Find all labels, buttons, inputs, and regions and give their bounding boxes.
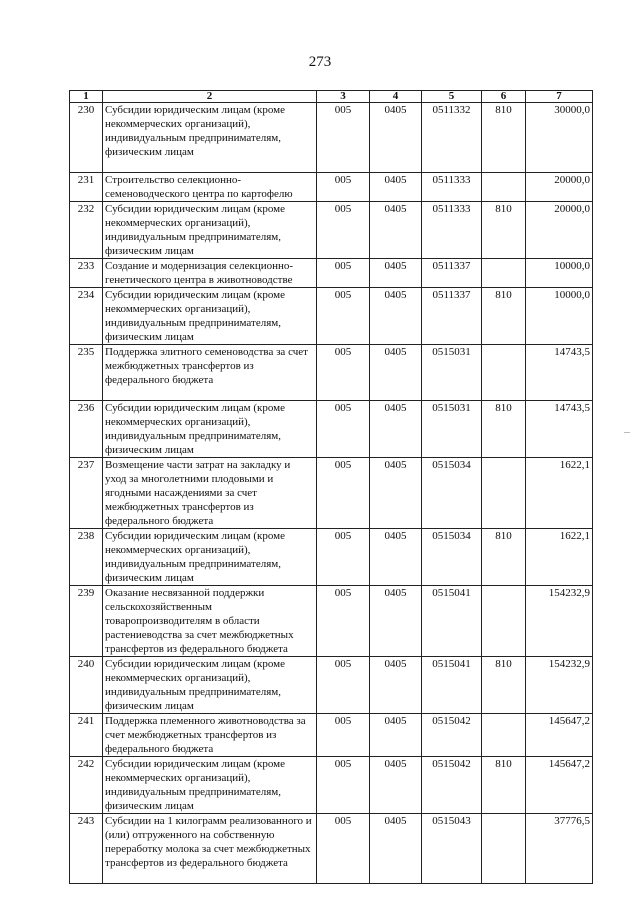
- row-name-cell: Субсидии на 1 килограмм реализованного и (или) отгруженного на собственную переработку молока за счет межбюджетных трансфертов из федерального бюджета: [103, 814, 317, 884]
- row-name-cell: Строительство селекционно-семеноводческого центра по картофелю: [103, 173, 317, 202]
- row-expense-type-cell: [482, 814, 526, 884]
- row-number-cell: 239: [70, 586, 103, 657]
- row-target-code-cell: 0515041: [422, 586, 482, 657]
- row-amount-cell: 20000,0: [526, 173, 593, 202]
- header-cell-5: 5: [422, 91, 482, 103]
- row-number-cell: 234: [70, 288, 103, 345]
- row-section-code-cell: 0405: [370, 345, 422, 401]
- row-amount-cell: 14743,5: [526, 345, 593, 401]
- row-amount-cell: 14743,5: [526, 401, 593, 458]
- table-row: [70, 401, 593, 458]
- row-ministry-code-cell: 005: [317, 714, 370, 757]
- row-target-code-cell: 0515031: [422, 401, 482, 458]
- header-cell-2: 2: [103, 91, 317, 103]
- row-target-code-cell: 0515034: [422, 529, 482, 586]
- table-body: [70, 103, 593, 884]
- row-expense-type-cell: 810: [482, 103, 526, 173]
- table-row: [70, 345, 593, 401]
- row-section-code-cell: 0405: [370, 586, 422, 657]
- margin-mark: [624, 432, 630, 433]
- row-section-code-cell: 0405: [370, 259, 422, 288]
- row-target-code-cell: 0511333: [422, 173, 482, 202]
- row-ministry-code-cell: 005: [317, 757, 370, 814]
- row-name-cell: Оказание несвязанной поддержки сельскохозяйственным товаропроизводителям в области растениеводства за счет межбюджетных трансфертов из федерального бюджета: [103, 586, 317, 657]
- table-row: [70, 173, 593, 202]
- page-number: 273: [308, 54, 332, 70]
- row-amount-cell: 154232,9: [526, 657, 593, 714]
- row-amount-cell: 20000,0: [526, 202, 593, 259]
- row-amount-cell: 154232,9: [526, 586, 593, 657]
- row-expense-type-cell: [482, 714, 526, 757]
- row-ministry-code-cell: 005: [317, 103, 370, 173]
- row-ministry-code-cell: 005: [317, 458, 370, 529]
- row-number-cell: 241: [70, 714, 103, 757]
- table-row: [70, 103, 593, 173]
- header-cell-7: 7: [526, 91, 593, 103]
- row-amount-cell: 1622,1: [526, 529, 593, 586]
- row-name-cell: Субсидии юридическим лицам (кроме некоммерческих организаций), индивидуальным предпринимателям, физическим лицам: [103, 757, 317, 814]
- row-target-code-cell: 0515031: [422, 345, 482, 401]
- row-target-code-cell: 0511332: [422, 103, 482, 173]
- table-row: [70, 529, 593, 586]
- row-expense-type-cell: 810: [482, 401, 526, 458]
- row-target-code-cell: 0511333: [422, 202, 482, 259]
- row-name-cell: Создание и модернизация селекционно-генетического центра в животноводстве: [103, 259, 317, 288]
- table-row: [70, 657, 593, 714]
- row-target-code-cell: 0511337: [422, 259, 482, 288]
- table-row: [70, 259, 593, 288]
- row-amount-cell: 145647,2: [526, 714, 593, 757]
- row-expense-type-cell: 810: [482, 529, 526, 586]
- row-number-cell: 232: [70, 202, 103, 259]
- row-expense-type-cell: [482, 586, 526, 657]
- row-amount-cell: 145647,2: [526, 757, 593, 814]
- row-ministry-code-cell: 005: [317, 401, 370, 458]
- row-expense-type-cell: [482, 173, 526, 202]
- row-name-cell: Субсидии юридическим лицам (кроме некоммерческих организаций), индивидуальным предпринимателям, физическим лицам: [103, 529, 317, 586]
- row-number-cell: 243: [70, 814, 103, 884]
- row-ministry-code-cell: 005: [317, 345, 370, 401]
- row-target-code-cell: 0515041: [422, 657, 482, 714]
- row-ministry-code-cell: 005: [317, 259, 370, 288]
- row-expense-type-cell: 810: [482, 757, 526, 814]
- row-name-cell: Субсидии юридическим лицам (кроме некоммерческих организаций), индивидуальным предпринимателям, физическим лицам: [103, 657, 317, 714]
- table-row: [70, 757, 593, 814]
- row-amount-cell: 1622,1: [526, 458, 593, 529]
- row-number-cell: 240: [70, 657, 103, 714]
- row-target-code-cell: 0515034: [422, 458, 482, 529]
- row-number-cell: 237: [70, 458, 103, 529]
- budget-table: [69, 90, 593, 884]
- row-name-cell: Возмещение части затрат на закладку и уход за многолетними плодовыми и ягодными насаждениями за счет межбюджетных трансфертов из федерального бюджета: [103, 458, 317, 529]
- row-target-code-cell: 0511337: [422, 288, 482, 345]
- row-section-code-cell: 0405: [370, 202, 422, 259]
- row-number-cell: 230: [70, 103, 103, 173]
- row-section-code-cell: 0405: [370, 458, 422, 529]
- header-row: [70, 91, 593, 103]
- row-section-code-cell: 0405: [370, 103, 422, 173]
- row-expense-type-cell: 810: [482, 657, 526, 714]
- row-target-code-cell: 0515042: [422, 757, 482, 814]
- row-ministry-code-cell: 005: [317, 202, 370, 259]
- row-amount-cell: 10000,0: [526, 259, 593, 288]
- row-number-cell: 235: [70, 345, 103, 401]
- row-ministry-code-cell: 005: [317, 529, 370, 586]
- row-amount-cell: 10000,0: [526, 288, 593, 345]
- row-target-code-cell: 0515043: [422, 814, 482, 884]
- row-amount-cell: 37776,5: [526, 814, 593, 884]
- row-ministry-code-cell: 005: [317, 173, 370, 202]
- row-section-code-cell: 0405: [370, 757, 422, 814]
- row-section-code-cell: 0405: [370, 529, 422, 586]
- row-amount-cell: 30000,0: [526, 103, 593, 173]
- row-name-cell: Субсидии юридическим лицам (кроме некоммерческих организаций), индивидуальным предпринимателям, физическим лицам: [103, 288, 317, 345]
- row-expense-type-cell: 810: [482, 202, 526, 259]
- row-ministry-code-cell: 005: [317, 814, 370, 884]
- row-section-code-cell: 0405: [370, 401, 422, 458]
- row-number-cell: 231: [70, 173, 103, 202]
- table-row: [70, 202, 593, 259]
- header-cell-1: 1: [70, 91, 103, 103]
- table-row: [70, 714, 593, 757]
- row-number-cell: 242: [70, 757, 103, 814]
- row-section-code-cell: 0405: [370, 714, 422, 757]
- row-name-cell: Субсидии юридическим лицам (кроме некоммерческих организаций), индивидуальным предпринимателям, физическим лицам: [103, 202, 317, 259]
- table-row: [70, 458, 593, 529]
- row-section-code-cell: 0405: [370, 657, 422, 714]
- row-number-cell: 236: [70, 401, 103, 458]
- row-number-cell: 233: [70, 259, 103, 288]
- row-section-code-cell: 0405: [370, 173, 422, 202]
- row-ministry-code-cell: 005: [317, 288, 370, 345]
- row-number-cell: 238: [70, 529, 103, 586]
- header-cell-6: 6: [482, 91, 526, 103]
- table-header: [70, 91, 593, 103]
- row-expense-type-cell: [482, 259, 526, 288]
- row-expense-type-cell: [482, 345, 526, 401]
- table-row: [70, 586, 593, 657]
- row-ministry-code-cell: 005: [317, 657, 370, 714]
- table-row: [70, 814, 593, 884]
- row-expense-type-cell: 810: [482, 288, 526, 345]
- row-expense-type-cell: [482, 458, 526, 529]
- table-row: [70, 288, 593, 345]
- header-cell-3: 3: [317, 91, 370, 103]
- row-section-code-cell: 0405: [370, 288, 422, 345]
- header-cell-4: 4: [370, 91, 422, 103]
- row-name-cell: Субсидии юридическим лицам (кроме некоммерческих организаций), индивидуальным предпринимателям, физическим лицам: [103, 401, 317, 458]
- row-ministry-code-cell: 005: [317, 586, 370, 657]
- row-name-cell: Субсидии юридическим лицам (кроме некоммерческих организаций), индивидуальным предпринимателям, физическим лицам: [103, 103, 317, 173]
- row-target-code-cell: 0515042: [422, 714, 482, 757]
- row-name-cell: Поддержка племенного животноводства за счет межбюджетных трансфертов из федерального бюджета: [103, 714, 317, 757]
- row-section-code-cell: 0405: [370, 814, 422, 884]
- row-name-cell: Поддержка элитного семеноводства за счет межбюджетных трансфертов из федерального бюджета: [103, 345, 317, 401]
